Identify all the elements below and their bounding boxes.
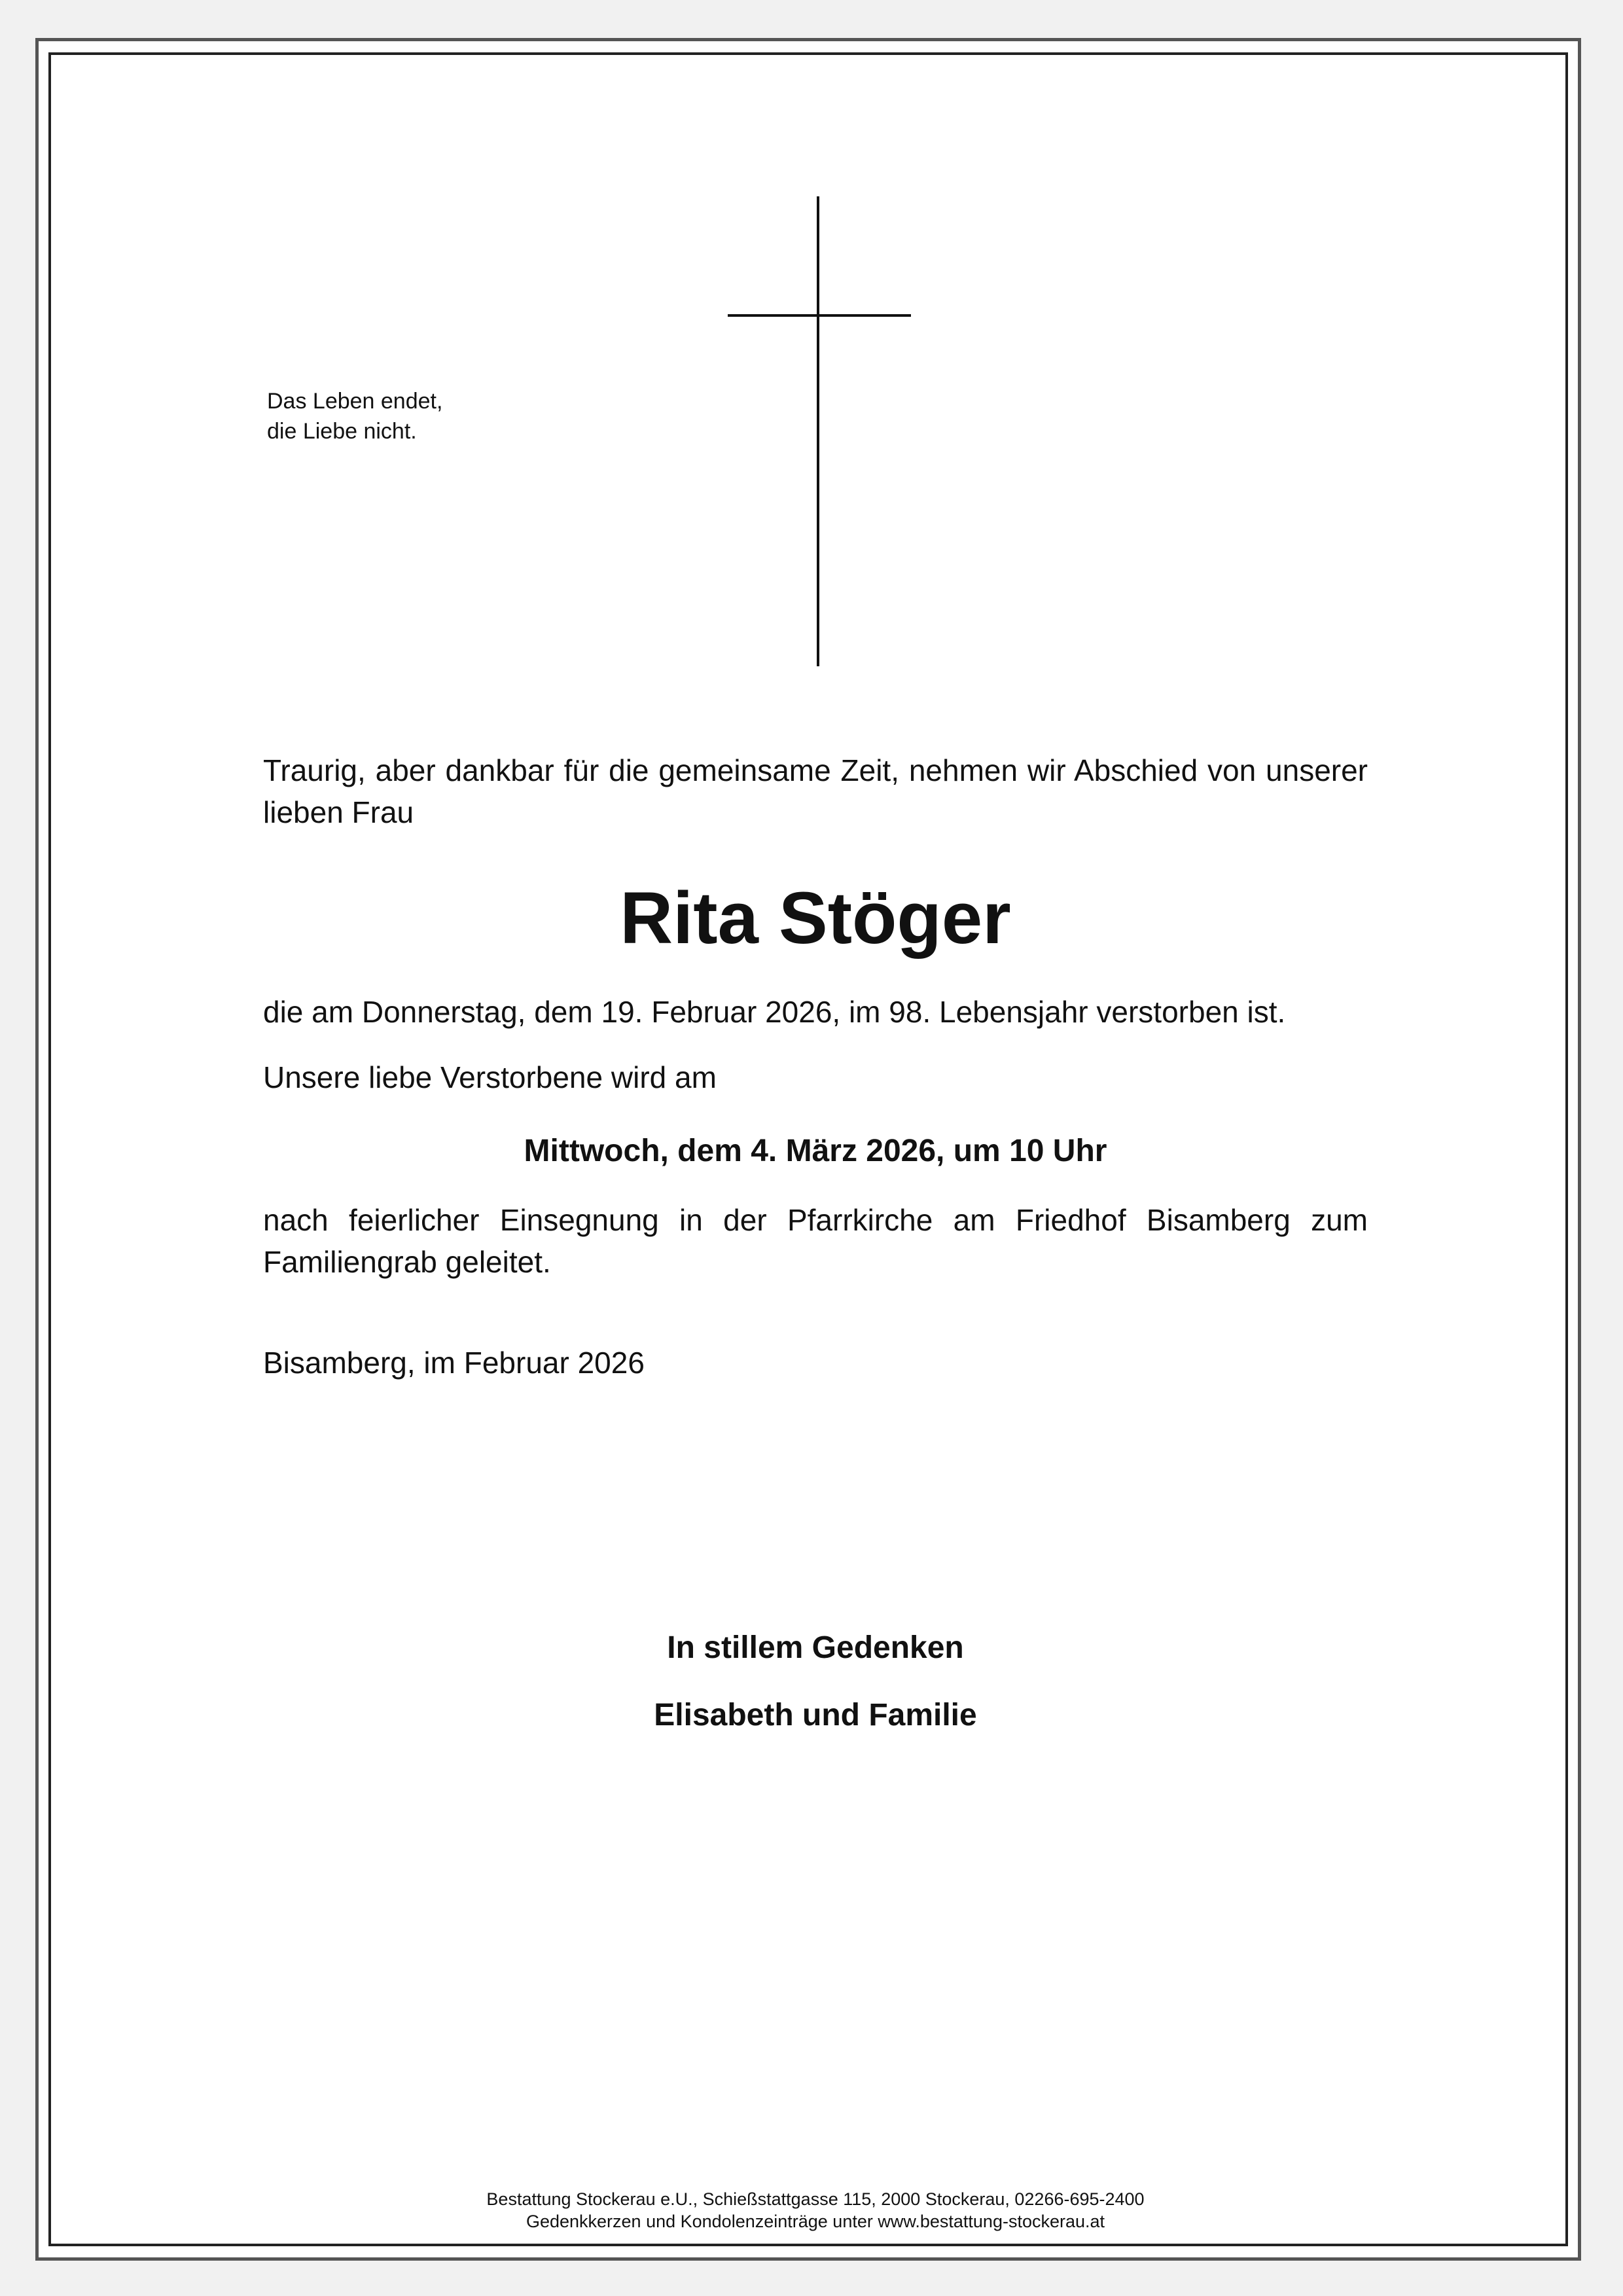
quote-line-1: Das Leben endet, [267,389,443,414]
cross-icon-vertical [817,196,819,666]
memorial-quote [267,386,442,446]
funeral-details: nach feierlicher Einsegnung in der Pfarrkirche am Friedhof Bisamberg zum Familiengrab geleitet. [263,1203,1368,1279]
footer-line-1: Bestattung Stockerau e.U., Schießstattgasse 115, 2000 Stockerau, 02266-695-2400 [486,2189,1145,2209]
footer [263,2188,1368,2233]
signature: Elisabeth und Familie [654,1698,977,1732]
funeral-date: Mittwoch, dem 4. März 2026, um 10 Uhr [524,1134,1107,1168]
footer-line-2: Gedenkkerzen und Kondolenzeinträge unter www.bestattung-stockerau.at [526,2212,1105,2231]
death-notice: die am Donnerstag, dem 19. Februar 2026, im 98. Lebensjahr verstorben ist. [263,995,1286,1029]
deceased-name: Rita Stöger [620,877,1011,959]
intro-text: Traurig, aber dankbar für die gemeinsame Zeit, nehmen wir Abschied von unserer lieben Frau [263,753,1368,829]
closing-line: In stillem Gedenken [667,1630,964,1665]
funeral-intro: Unsere liebe Verstorbene wird am [263,1060,717,1094]
place-date: Bisamberg, im Februar 2026 [263,1346,645,1380]
cross-icon-horizontal [728,314,911,317]
quote-line-2: die Liebe nicht. [267,419,417,444]
